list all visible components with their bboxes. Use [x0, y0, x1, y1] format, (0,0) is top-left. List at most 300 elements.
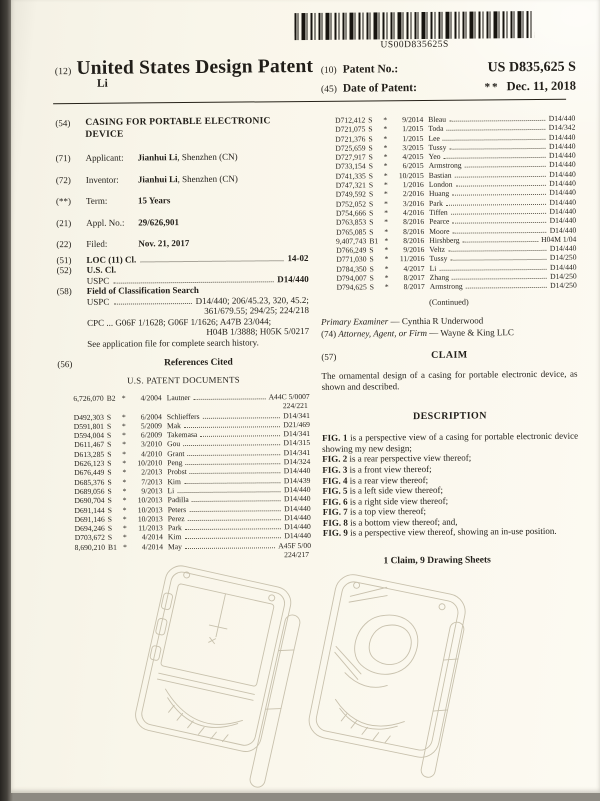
ref-date: 4/2015: [402, 152, 424, 162]
ref-classification: A44C 5/0007: [268, 391, 310, 402]
ref-date: 4/2004: [140, 393, 162, 403]
figure-label: FIG. 1: [322, 432, 348, 444]
ref-inventor-name: Probst: [167, 467, 187, 477]
title-text: United States Design Patent: [76, 55, 314, 79]
figure-label: FIG. 7: [322, 506, 348, 518]
ref-classification: D14/439: [283, 475, 311, 485]
ref-date: 9/2013: [141, 486, 163, 496]
ref-inventor-name: Tiffen: [429, 207, 448, 217]
ref-number: D741,335: [335, 171, 366, 181]
ref-classification: D14/440: [549, 215, 577, 226]
figure-label: FIG. 2: [322, 453, 348, 465]
ref-star: *: [122, 505, 127, 515]
dot-leader: [444, 157, 547, 159]
figure-label: FIG. 3: [322, 464, 348, 475]
figure-label: FIG. 5: [322, 485, 348, 496]
ref-kind-code: S: [107, 514, 113, 524]
inventor-row: [56, 172, 308, 185]
applicant-location: , Shenzhen (CN): [177, 151, 238, 163]
field-56: (56): [57, 359, 73, 370]
field-10: (10): [320, 65, 337, 76]
ref-number: D712,412: [335, 115, 366, 125]
ref-star: *: [383, 115, 388, 125]
ref-number: D691,144: [74, 505, 105, 515]
uspc-label: USPC: [86, 275, 110, 286]
claims-sheets-note: 1 Claim, 9 Drawing Sheets: [383, 555, 491, 567]
ref-number: D591,801: [73, 421, 104, 431]
ref-classification: D14/440: [548, 113, 576, 123]
dot-leader: [185, 528, 282, 530]
ref-star: *: [384, 236, 389, 246]
dot-leader: [451, 213, 547, 215]
ref-date: 3/2015: [402, 142, 424, 153]
inventor-value: [138, 173, 238, 184]
ref-classification: D14/440: [283, 484, 311, 495]
dot-leader: [184, 482, 281, 484]
ref-inventor-name: Pearce: [429, 217, 450, 227]
dot-leader: [185, 463, 280, 465]
ref-date: 3/2010: [140, 439, 163, 449]
ref-date: 11/2016: [399, 254, 425, 264]
fos-cpc-values-2: H04B 1/3888; H05K 5/0217: [206, 325, 310, 337]
dot-leader: [184, 426, 281, 428]
ref-star: *: [122, 486, 127, 496]
ref-star: *: [122, 523, 127, 533]
fos-cpc-values-1: G06F 1/1628; G06F 1/1626; A47B 23/044;: [115, 315, 272, 328]
ref-star: *: [122, 477, 127, 487]
us-patent-documents-title: U.S. PATENT DOCUMENTS: [127, 374, 241, 386]
ref-star: *: [383, 124, 388, 134]
dot-leader: [453, 231, 547, 233]
ref-classification: D14/440: [284, 531, 311, 541]
term-value: 15 Years: [137, 195, 171, 206]
figure-text: is a front view thereof;: [347, 463, 432, 475]
ref-date: 4/2014: [141, 532, 163, 542]
dot-leader: [189, 510, 281, 512]
ref-date: 1/2015: [402, 133, 424, 143]
figure-descriptions: [322, 431, 579, 539]
dot-leader: [455, 176, 547, 178]
ref-kind-code: S: [369, 273, 374, 283]
inventor-location: , Shenzhen (CN): [177, 173, 238, 184]
ref-date: 1/2015: [402, 124, 424, 134]
applicant-label: Applicant:: [85, 152, 124, 163]
ref-inventor-name: Hirshberg: [429, 235, 460, 245]
ref-date: 10/2013: [137, 514, 163, 524]
applicant-row: [56, 151, 308, 164]
us-cl-label: U.S. Cl.: [86, 264, 117, 275]
appl-no-row: [56, 215, 308, 228]
examiner-name: — Cynthia R Underwood: [390, 315, 484, 327]
ref-date: 10/2015: [398, 170, 424, 180]
ref-inventor-name: Kim: [167, 476, 181, 486]
ref-kind-code: S: [107, 533, 113, 543]
ref-inventor-name: Lee: [428, 133, 440, 143]
ref-number: D733,154: [335, 161, 366, 172]
ref-number: D784,350: [336, 264, 367, 274]
examiner-label: Primary Examiner: [320, 316, 389, 328]
ref-kind-code: S: [368, 143, 373, 153]
ref-number: D676,449: [74, 468, 105, 478]
field-51: (51): [56, 254, 72, 265]
barcode-icon: [294, 11, 534, 40]
date-label: Date of Patent:: [342, 82, 417, 95]
ref-classification-secondary: 224/217: [284, 550, 310, 560]
loc-label: LOC (11) Cl.: [86, 253, 137, 265]
ref-number: 8,690,210: [74, 542, 106, 552]
ref-kind-code: S: [369, 245, 374, 255]
patent-number-row: [321, 60, 576, 78]
ref-date: 9/2016: [403, 245, 425, 255]
dot-leader: [466, 287, 548, 289]
field-74: (74): [321, 328, 337, 339]
dot-leader: [465, 166, 547, 168]
ref-number: D694,246: [74, 523, 105, 534]
ref-classification: D14/250: [550, 280, 577, 291]
figure-text: is a perspective view of a casing for portable electronic device showing my new design;: [322, 430, 579, 454]
ref-classification: D14/250: [550, 271, 577, 281]
dot-leader: [452, 222, 546, 224]
ref-star: *: [122, 449, 127, 459]
dot-leader: [140, 260, 283, 262]
dot-leader: [452, 194, 546, 196]
figure-text: is a top view thereof;: [347, 506, 426, 517]
dot-leader: [187, 454, 280, 456]
fos-title: Field of Classification Search: [86, 284, 199, 296]
ref-kind-code: S: [107, 523, 113, 533]
figure-drawing-1: [125, 548, 317, 800]
patent-number: US D835,625 S: [487, 59, 576, 76]
figure-text: is a right side view thereof;: [347, 495, 449, 507]
term-extension-stars: **: [484, 81, 500, 94]
ref-classification: D14/440: [549, 197, 577, 207]
ref-kind-code: S: [107, 468, 112, 478]
document-title: [55, 56, 314, 80]
field-52: (52): [56, 265, 72, 276]
references-cited-title: References Cited: [164, 357, 233, 369]
ref-kind-code: S: [107, 449, 112, 459]
term-label: Term:: [85, 195, 108, 206]
ref-inventor-name: Li: [429, 263, 437, 273]
field-45: (45): [320, 84, 337, 95]
field-54: (54): [55, 118, 71, 129]
dot-leader: [190, 473, 281, 475]
dot-leader: [203, 417, 281, 419]
ref-classification: D14/341: [283, 429, 311, 439]
ref-number: 6,726,070: [73, 393, 104, 404]
ref-kind-code: B1: [107, 542, 117, 552]
ref-classification: D14/315: [283, 438, 311, 448]
us-class-body: [87, 263, 309, 286]
figure-label: FIG. 9: [322, 528, 348, 539]
ref-star: *: [384, 282, 389, 292]
ref-star: *: [384, 217, 389, 227]
ref-star: *: [122, 514, 127, 524]
claim-text: The ornamental design of a casing for portable electronic device, as shown and described.: [321, 368, 578, 392]
figure-text: is a left side view thereof;: [347, 484, 444, 496]
ref-kind-code: S: [107, 505, 112, 515]
ref-kind-code: S: [107, 477, 112, 487]
dot-leader: [439, 269, 547, 271]
ref-kind-code: S: [106, 421, 112, 431]
ref-number: D749,592: [335, 189, 366, 200]
header-divider: [53, 99, 566, 104]
references-table-left: [58, 392, 311, 562]
fos-uspc-values-1: D14/440; 206/45.23, 320, 45.2;: [195, 294, 309, 306]
ref-star: *: [383, 189, 388, 199]
dot-leader: [463, 241, 539, 243]
ref-number: D721,376: [335, 134, 366, 144]
ref-inventor-name: May: [167, 541, 182, 551]
ref-date: 6/2009: [140, 430, 163, 440]
ref-kind-code: S: [369, 217, 374, 227]
field-58: (58): [56, 286, 72, 297]
loc-value: 14-02: [287, 252, 309, 263]
ref-kind-code: B1: [369, 236, 379, 246]
ref-star: *: [121, 421, 126, 431]
ref-number: D691,146: [74, 514, 105, 524]
ref-classification: D14/440: [549, 169, 576, 179]
date-value: Dec. 11, 2018: [506, 78, 577, 94]
ref-inventor-name: Grant: [167, 448, 185, 458]
field-term: (**): [55, 196, 72, 207]
ref-date: 9/2014: [402, 114, 424, 125]
ref-classification: D14/440: [549, 262, 577, 272]
ref-inventor-name: Schlieffers: [166, 411, 200, 421]
ref-number: D626,123: [74, 458, 105, 469]
inventor-name: Jianhui Li: [137, 173, 178, 184]
ref-date: 4/2014: [141, 542, 164, 552]
ref-inventor-name: Bleau: [428, 114, 447, 124]
ref-classification: D14/341: [283, 447, 311, 457]
ref-classification: D14/250: [549, 253, 577, 263]
ref-date: 8/2017: [403, 273, 425, 283]
ref-date: 1/2016: [402, 180, 424, 190]
ref-number: D794,007: [336, 273, 367, 283]
ref-date: 8/2016: [403, 226, 425, 236]
ref-classification: D14/440: [548, 132, 576, 142]
ref-classification: D14/440: [283, 494, 311, 504]
figure-text: is a rear perspective view thereof;: [347, 452, 472, 464]
ref-kind-code: S: [368, 115, 373, 125]
ref-classification: D14/440: [549, 160, 576, 170]
figure-text: is a bottom view thereof; and,: [347, 516, 458, 528]
ref-inventor-name: Veltz: [429, 244, 446, 255]
ref-date: 10/2010: [137, 458, 163, 468]
ref-number: D794,625: [336, 282, 367, 293]
figure-text: is a perspective view thereof, showing an in-use position.: [347, 526, 557, 539]
ref-date: 3/2016: [402, 198, 425, 208]
ref-date: 8/2016: [403, 235, 425, 246]
ref-classification: D21/469: [283, 419, 310, 430]
ref-kind-code: S: [107, 458, 112, 468]
ref-star: *: [122, 430, 126, 440]
applicant-value: [138, 152, 238, 163]
dot-leader: [193, 398, 265, 400]
ref-inventor-name: London: [428, 179, 453, 189]
figure-label: FIG. 4: [322, 475, 348, 486]
ref-star: *: [384, 273, 389, 283]
ref-kind-code: S: [106, 412, 112, 422]
ref-number: D763,853: [335, 217, 367, 227]
ref-classification: A45F 5/00: [278, 540, 312, 550]
figure-label: FIG. 6: [322, 496, 348, 507]
ref-star: *: [122, 467, 127, 477]
ref-classification: D14/324: [283, 457, 311, 467]
description-heading: DESCRIPTION: [412, 410, 487, 422]
ref-classification-secondary: 224/221: [282, 401, 308, 411]
ref-star: *: [122, 495, 127, 505]
ref-kind-code: S: [368, 134, 373, 144]
field-21: (21): [56, 217, 72, 228]
ref-classification: D14/440: [283, 466, 311, 476]
dot-leader: [452, 278, 547, 280]
ref-inventor-name: Park: [167, 523, 182, 533]
dot-leader: [449, 120, 546, 122]
ref-number: D685,376: [74, 477, 105, 487]
ref-inventor-name: Padilla: [167, 495, 189, 505]
figure-text: is a rear view thereof;: [347, 474, 429, 486]
barcode-label: US00D835625S: [380, 39, 449, 51]
left-column: [55, 116, 311, 562]
field-57: (57): [321, 351, 337, 363]
ref-kind-code: B2: [106, 393, 116, 403]
ref-kind-code: S: [107, 495, 112, 505]
ref-classification: D14/440: [548, 150, 576, 161]
ref-star: *: [384, 198, 388, 208]
ref-kind-code: S: [368, 199, 374, 209]
dot-leader: [450, 259, 547, 261]
ref-star: *: [383, 133, 388, 143]
ref-number: D492,303: [73, 412, 104, 422]
filed-label: Filed:: [86, 238, 108, 249]
ref-kind-code: S: [368, 180, 374, 190]
ref-inventor-name: Bastian: [428, 170, 452, 180]
us-class-row: [57, 263, 309, 286]
header-left: [55, 56, 314, 90]
attorney-label: Attorney, Agent, or Firm: [338, 327, 428, 339]
right-column: [319, 114, 579, 568]
ref-number: D771,030: [336, 254, 367, 265]
ref-star: *: [122, 458, 127, 468]
ref-number: D690,704: [74, 496, 105, 506]
ref-inventor-name: Takemasa: [166, 430, 198, 440]
ref-inventor-name: Li: [167, 486, 175, 496]
dot-leader: [192, 500, 281, 502]
ref-kind-code: S: [368, 189, 374, 199]
ref-date: 10/2013: [137, 495, 163, 505]
ref-star: *: [121, 412, 126, 422]
invention-title: CASING FOR PORTABLE ELECTRONIC DEVICE: [85, 116, 271, 140]
ref-inventor-name: Peters: [167, 504, 187, 514]
term-row: [56, 194, 308, 207]
dot-leader: [177, 491, 281, 493]
continued-note: (Continued): [429, 297, 469, 307]
dot-leader: [448, 250, 547, 252]
dot-leader: [184, 538, 281, 540]
ref-classification: D14/440: [284, 503, 311, 513]
dot-leader: [443, 138, 546, 140]
ref-number: D703,672: [74, 533, 105, 543]
ref-date: 4/2010: [141, 449, 163, 459]
ref-kind-code: S: [369, 208, 374, 218]
ref-kind-code: S: [369, 254, 374, 264]
ref-inventor-name: Moore: [429, 226, 450, 236]
filed-value: Nov. 21, 2017: [138, 238, 190, 249]
patent-date-row: [321, 79, 576, 96]
ref-inventor-name: Park: [428, 198, 443, 208]
ref-inventor-name: Kim: [167, 532, 182, 542]
dot-leader: [200, 435, 280, 437]
ref-kind-code: S: [107, 440, 112, 450]
ref-kind-code: S: [369, 226, 374, 237]
ref-inventor-name: Tussy: [429, 254, 448, 264]
dot-leader: [113, 281, 273, 283]
ref-kind-code: S: [369, 264, 374, 274]
references-table-right: [319, 114, 577, 293]
header-right: [321, 60, 576, 99]
ref-star: *: [122, 533, 127, 543]
ref-star: *: [122, 440, 127, 450]
ref-inventor-name: Mak: [166, 420, 181, 431]
claim-heading-row: [321, 350, 577, 363]
ref-inventor-name: Lautner: [166, 393, 191, 403]
ref-number: D765,085: [336, 227, 367, 237]
ref-date: 5/2009: [140, 421, 162, 431]
ref-star: *: [383, 143, 388, 153]
ref-number: D752,052: [335, 199, 367, 209]
page-content: [8, 0, 600, 796]
fos-cpc-label: CPC ...: [86, 317, 114, 328]
ref-classification: D14/440: [549, 243, 577, 254]
section-54-title: [55, 116, 307, 141]
ref-star: *: [384, 245, 389, 255]
field-of-search-row: [57, 284, 310, 349]
inventor-surname: Li: [96, 77, 108, 90]
figure-description-line: [322, 431, 578, 454]
ref-date: 8/2017: [403, 282, 425, 292]
ref-date: 4/2017: [403, 263, 425, 273]
dot-leader: [449, 148, 546, 150]
ref-star: *: [384, 254, 389, 264]
ref-number: D721,075: [335, 124, 366, 135]
ref-number: D747,321: [335, 180, 366, 190]
ref-date: 6/2004: [140, 411, 162, 422]
ref-kind-code: S: [368, 171, 374, 181]
ref-star: *: [384, 226, 389, 236]
ref-star: *: [384, 264, 389, 274]
ref-kind-code: S: [369, 282, 375, 292]
ref-kind-code: S: [368, 161, 373, 171]
ref-date: 11/2013: [138, 523, 163, 533]
dot-leader: [446, 204, 547, 206]
ref-inventor-name: Zhang: [429, 272, 450, 282]
attorney-name: — Wayne & King LLC: [429, 326, 514, 338]
inventor-label: Inventor:: [85, 174, 119, 185]
ref-number: D613,285: [73, 449, 105, 459]
patent-no-label: Patent No.:: [342, 63, 399, 76]
ref-classification: H04M 1/04: [541, 234, 577, 244]
ref-number: D594,004: [73, 430, 105, 441]
ref-star: *: [383, 152, 388, 162]
ref-kind-code: S: [107, 486, 112, 496]
patent-date: [484, 79, 576, 95]
ref-inventor-name: Perez: [167, 513, 185, 524]
dot-leader: [455, 185, 546, 187]
ref-number: D766,249: [336, 245, 367, 255]
ref-number: D727,917: [335, 152, 366, 162]
fos-uspc-values-2: 361/679.55; 294/25; 224/218: [204, 304, 309, 316]
